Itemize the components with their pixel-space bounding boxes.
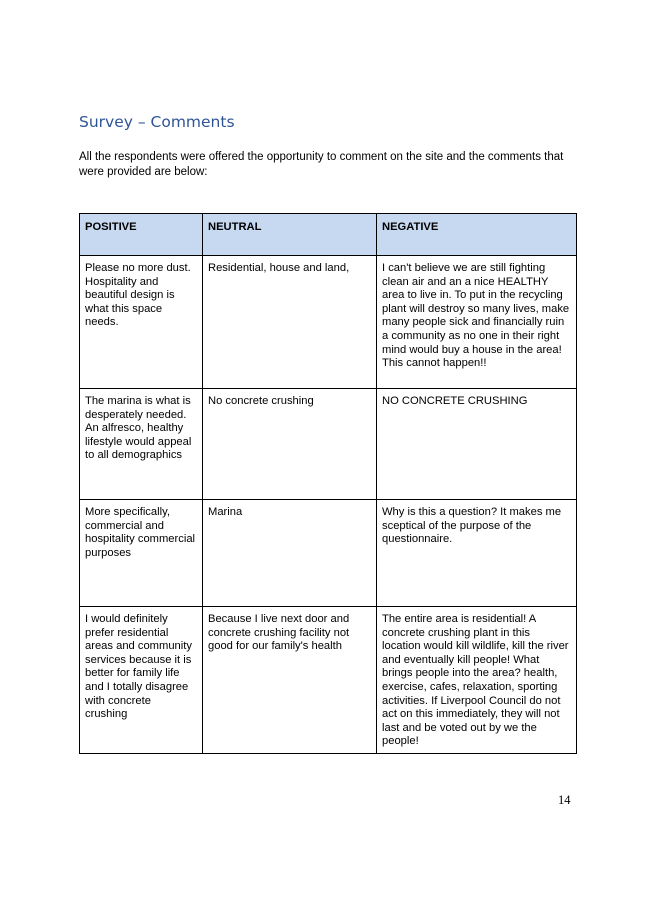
positive-comment: I would definitely prefer residential areas and community services because it is better for family life and I totally disagree with concrete crushing <box>80 607 203 754</box>
positive-comment: Please no more dust. Hospitality and beautiful design is what this space needs. <box>80 256 203 389</box>
header-negative: NEGATIVE <box>377 214 577 256</box>
intro-paragraph: All the respondents were offered the opportunity to comment on the site and the comments that were provided are below: <box>79 151 564 178</box>
neutral-comment: No concrete crushing <box>203 389 377 500</box>
negative-comment: The entire area is residential! A concrete crushing plant in this location would kill wildlife, kill the river and eventually kill people! What brings people into the area? health, exercise, cafes, relaxation, sporting activities. If Liverpool Council do not act on this immediately, they will not last and be voted out by we the people! <box>377 607 577 754</box>
table-row <box>80 389 577 500</box>
header-positive: POSITIVE <box>80 214 203 256</box>
page-number: 14 <box>558 793 571 807</box>
table-row <box>80 607 577 754</box>
header-neutral: NEUTRAL <box>203 214 377 256</box>
positive-comment: More specifically, commercial and hospitality commercial purposes <box>80 500 203 607</box>
negative-comment: Why is this a question? It makes me sceptical of the purpose of the questionnaire. <box>377 500 577 607</box>
neutral-comment: Residential, house and land, <box>203 256 377 389</box>
negative-comment: NO CONCRETE CRUSHING <box>377 389 577 500</box>
negative-comment: I can't believe we are still fighting clean air and an a nice HEALTHY area to live in. To put in the recycling plant will destroy so many lives, make many people sick and financially ruin a community as no one in their right mind would buy a house in the area! This cannot happen!! <box>377 256 577 389</box>
positive-comment: The marina is what is desperately needed. An alfresco, healthy lifestyle would appeal to all demographics <box>80 389 203 500</box>
table-header-row <box>80 214 577 256</box>
comments-table <box>79 213 577 754</box>
neutral-comment: Because I live next door and concrete crushing facility not good for our family's health <box>203 607 377 754</box>
table-row <box>80 256 577 389</box>
section-heading: Survey – Comments <box>79 113 235 131</box>
neutral-comment: Marina <box>203 500 377 607</box>
table-row <box>80 500 577 607</box>
